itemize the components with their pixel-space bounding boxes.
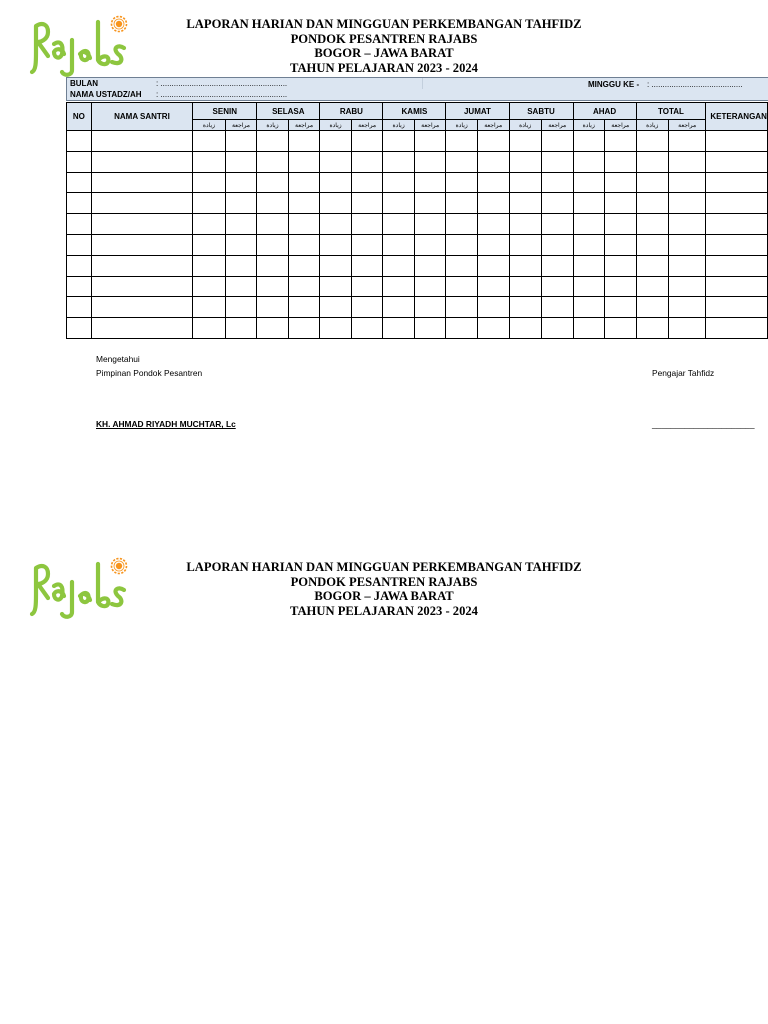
score-cell[interactable] [446, 276, 477, 297]
score-cell[interactable] [573, 255, 604, 276]
score-cell[interactable] [541, 214, 573, 235]
sub-ziyadah: زيادة [193, 120, 225, 131]
score-cell[interactable] [541, 276, 573, 297]
day-header-selasa: SELASA [257, 103, 320, 120]
score-cell[interactable] [414, 151, 446, 172]
no-cell[interactable] [67, 131, 92, 152]
score-cell[interactable] [383, 255, 414, 276]
bulan-label: BULAN [70, 79, 98, 88]
table-row [67, 193, 768, 214]
score-cell[interactable] [636, 234, 668, 255]
score-cell[interactable] [604, 255, 636, 276]
score-cell[interactable] [414, 214, 446, 235]
score-cell[interactable] [541, 172, 573, 193]
score-cell[interactable] [446, 172, 477, 193]
title-line-3: BOGOR – JAWA BARAT [314, 589, 454, 603]
day-header-kamis: KAMIS [383, 103, 446, 120]
score-cell[interactable] [541, 234, 573, 255]
score-cell[interactable] [193, 297, 225, 318]
score-cell[interactable] [288, 297, 320, 318]
score-cell[interactable] [414, 318, 446, 339]
sub-murojaah: مراجعة [414, 120, 446, 131]
score-cell[interactable] [573, 151, 604, 172]
title-line-2: PONDOK PESANTREN RAJABS [290, 31, 478, 46]
score-cell[interactable] [573, 193, 604, 214]
score-cell[interactable] [541, 318, 573, 339]
rajabs-logo-icon [26, 556, 132, 620]
sub-ziyadah: زيادة [257, 120, 288, 131]
score-cell[interactable] [288, 276, 320, 297]
score-cell[interactable] [225, 297, 257, 318]
score-cell[interactable] [668, 131, 705, 152]
title-line-4: TAHUN PELAJARAN 2023 - 2024 [290, 60, 478, 75]
score-cell[interactable] [509, 234, 541, 255]
score-cell[interactable] [446, 234, 477, 255]
day-header-total: TOTAL [636, 103, 706, 120]
nama-santri-cell[interactable] [91, 234, 193, 255]
score-cell[interactable] [668, 297, 705, 318]
score-cell[interactable] [320, 297, 351, 318]
score-cell[interactable] [288, 255, 320, 276]
score-cell[interactable] [257, 276, 288, 297]
rajabs-logo [26, 14, 132, 78]
score-cell[interactable] [193, 172, 225, 193]
nama-santri-cell[interactable] [91, 214, 193, 235]
score-cell[interactable] [446, 193, 477, 214]
tahfidz-table [66, 102, 768, 339]
score-cell[interactable] [477, 276, 509, 297]
minggu-label: MINGGU KE - [588, 80, 640, 89]
score-cell[interactable] [636, 276, 668, 297]
table-row [67, 318, 768, 339]
score-cell[interactable] [604, 297, 636, 318]
score-cell[interactable] [225, 234, 257, 255]
score-cell[interactable] [193, 318, 225, 339]
score-cell[interactable] [225, 318, 257, 339]
nama-santri-cell[interactable] [91, 318, 193, 339]
score-cell[interactable] [193, 151, 225, 172]
score-cell[interactable] [351, 276, 383, 297]
score-cell[interactable] [446, 255, 477, 276]
score-cell[interactable] [351, 193, 383, 214]
score-cell[interactable] [351, 255, 383, 276]
score-cell[interactable] [541, 297, 573, 318]
report-title [170, 560, 598, 618]
score-cell[interactable] [257, 297, 288, 318]
score-cell[interactable] [383, 214, 414, 235]
keterangan-cell[interactable] [706, 255, 768, 276]
table-row [67, 131, 768, 152]
pengajar-signature-line[interactable]: ______________________ [652, 419, 755, 429]
day-header-jumat: JUMAT [446, 103, 509, 120]
score-cell[interactable] [225, 172, 257, 193]
score-cell[interactable] [668, 214, 705, 235]
no-cell[interactable] [67, 151, 92, 172]
score-cell[interactable] [446, 151, 477, 172]
score-cell[interactable] [320, 234, 351, 255]
keterangan-cell[interactable] [706, 172, 768, 193]
score-cell[interactable] [193, 276, 225, 297]
score-cell[interactable] [604, 151, 636, 172]
rajabs-logo [26, 556, 132, 620]
ustadz-field[interactable]: : ......................................................... [156, 90, 288, 99]
score-cell[interactable] [541, 255, 573, 276]
score-cell[interactable] [288, 151, 320, 172]
score-cell[interactable] [604, 234, 636, 255]
score-cell[interactable] [446, 318, 477, 339]
score-cell[interactable] [477, 172, 509, 193]
day-header-sabtu: SABTU [509, 103, 573, 120]
flower-ornament [112, 17, 127, 32]
score-cell[interactable] [225, 193, 257, 214]
score-cell[interactable] [225, 255, 257, 276]
no-cell[interactable] [67, 214, 92, 235]
score-cell[interactable] [351, 172, 383, 193]
mengetahui-text: Mengetahui [96, 354, 140, 364]
keterangan-cell[interactable] [706, 276, 768, 297]
score-cell[interactable] [509, 318, 541, 339]
score-cell[interactable] [573, 276, 604, 297]
score-cell[interactable] [351, 131, 383, 152]
score-cell[interactable] [414, 255, 446, 276]
day-header-rabu: RABU [320, 103, 383, 120]
score-cell[interactable] [414, 193, 446, 214]
score-cell[interactable] [288, 318, 320, 339]
score-cell[interactable] [257, 234, 288, 255]
score-cell[interactable] [604, 276, 636, 297]
nama-santri-cell[interactable] [91, 297, 193, 318]
no-cell[interactable] [67, 172, 92, 193]
score-cell[interactable] [477, 193, 509, 214]
score-cell[interactable] [320, 131, 351, 152]
sub-ziyadah: زيادة [446, 120, 477, 131]
score-cell[interactable] [573, 214, 604, 235]
sub-ziyadah: زيادة [636, 120, 668, 131]
no-cell[interactable] [67, 193, 92, 214]
info-divider [422, 78, 423, 89]
score-cell[interactable] [668, 255, 705, 276]
score-cell[interactable] [446, 131, 477, 152]
score-cell[interactable] [193, 234, 225, 255]
score-cell[interactable] [509, 297, 541, 318]
bulan-field[interactable]: : ......................................................... [156, 79, 288, 88]
table-row [67, 276, 768, 297]
nama-santri-cell[interactable] [91, 255, 193, 276]
score-cell[interactable] [320, 172, 351, 193]
day-header-ahad: AHAD [573, 103, 636, 120]
keterangan-header: KETERANGAN [706, 103, 768, 131]
score-cell[interactable] [636, 297, 668, 318]
score-cell[interactable] [541, 193, 573, 214]
score-cell[interactable] [668, 318, 705, 339]
report-title [170, 17, 598, 75]
score-cell[interactable] [288, 131, 320, 152]
table-body [67, 131, 768, 339]
score-cell[interactable] [636, 131, 668, 152]
table-row [67, 172, 768, 193]
score-cell[interactable] [383, 172, 414, 193]
no-cell[interactable] [67, 318, 92, 339]
score-cell[interactable] [193, 214, 225, 235]
score-cell[interactable] [414, 234, 446, 255]
rajabs-logo-icon [26, 14, 132, 78]
score-cell[interactable] [257, 318, 288, 339]
score-cell[interactable] [668, 151, 705, 172]
score-cell[interactable] [383, 151, 414, 172]
score-cell[interactable] [225, 151, 257, 172]
score-cell[interactable] [573, 172, 604, 193]
ustadz-label: NAMA USTADZ/AH [70, 90, 142, 99]
flower-ornament [112, 559, 127, 574]
score-cell[interactable] [509, 276, 541, 297]
score-cell[interactable] [636, 318, 668, 339]
score-cell[interactable] [414, 131, 446, 152]
sub-murojaah: مراجعة [351, 120, 383, 131]
score-cell[interactable] [477, 255, 509, 276]
keterangan-cell[interactable] [706, 297, 768, 318]
no-cell[interactable] [67, 255, 92, 276]
score-cell[interactable] [383, 276, 414, 297]
no-header: NO [67, 103, 92, 131]
score-cell[interactable] [225, 131, 257, 152]
score-cell[interactable] [573, 297, 604, 318]
score-cell[interactable] [446, 297, 477, 318]
score-cell[interactable] [636, 151, 668, 172]
score-cell[interactable] [320, 255, 351, 276]
title-line-1: LAPORAN HARIAN DAN MINGGUAN PERKEMBANGAN TAHFIDZ [186, 560, 582, 574]
score-cell[interactable] [320, 276, 351, 297]
score-cell[interactable] [383, 318, 414, 339]
score-cell[interactable] [477, 297, 509, 318]
score-cell[interactable] [541, 131, 573, 152]
score-cell[interactable] [288, 193, 320, 214]
sub-murojaah: مراجعة [604, 120, 636, 131]
score-cell[interactable] [636, 193, 668, 214]
score-cell[interactable] [604, 214, 636, 235]
score-cell[interactable] [257, 193, 288, 214]
sub-ziyadah: زيادة [383, 120, 414, 131]
sub-murojaah: مراجعة [477, 120, 509, 131]
nama-santri-cell[interactable] [91, 193, 193, 214]
sub-murojaah: مراجعة [288, 120, 320, 131]
day-header-senin: SENIN [193, 103, 257, 120]
sub-ziyadah: زيادة [509, 120, 541, 131]
score-cell[interactable] [509, 131, 541, 152]
table-row [67, 255, 768, 276]
score-cell[interactable] [225, 276, 257, 297]
score-cell[interactable] [257, 172, 288, 193]
keterangan-cell[interactable] [706, 214, 768, 235]
sub-murojaah: مراجعة [225, 120, 257, 131]
table-row [67, 297, 768, 318]
score-cell[interactable] [414, 297, 446, 318]
nama-santri-cell[interactable] [91, 172, 193, 193]
score-cell[interactable] [604, 172, 636, 193]
no-cell[interactable] [67, 297, 92, 318]
score-cell[interactable] [320, 193, 351, 214]
score-cell[interactable] [257, 131, 288, 152]
keterangan-cell[interactable] [706, 318, 768, 339]
sub-murojaah: مراجعة [668, 120, 705, 131]
score-cell[interactable] [257, 255, 288, 276]
score-cell[interactable] [288, 234, 320, 255]
score-cell[interactable] [320, 151, 351, 172]
pimpinan-name: KH. AHMAD RIYADH MUCHTAR, Lc [96, 419, 236, 429]
score-cell[interactable] [573, 234, 604, 255]
score-cell[interactable] [573, 131, 604, 152]
score-cell[interactable] [668, 172, 705, 193]
score-cell[interactable] [257, 214, 288, 235]
nama-santri-cell[interactable] [91, 151, 193, 172]
score-cell[interactable] [193, 255, 225, 276]
score-cell[interactable] [509, 151, 541, 172]
sub-murojaah: مراجعة [541, 120, 573, 131]
title-line-3: BOGOR – JAWA BARAT [314, 46, 454, 60]
score-cell[interactable] [288, 214, 320, 235]
score-cell[interactable] [509, 214, 541, 235]
score-cell[interactable] [414, 172, 446, 193]
keterangan-cell[interactable] [706, 234, 768, 255]
score-cell[interactable] [383, 297, 414, 318]
score-cell[interactable] [668, 276, 705, 297]
score-cell[interactable] [477, 318, 509, 339]
keterangan-cell[interactable] [706, 193, 768, 214]
score-cell[interactable] [509, 255, 541, 276]
score-cell[interactable] [320, 318, 351, 339]
info-bar [66, 77, 768, 101]
title-line-1: LAPORAN HARIAN DAN MINGGUAN PERKEMBANGAN TAHFIDZ [186, 17, 582, 31]
score-cell[interactable] [351, 297, 383, 318]
score-cell[interactable] [668, 193, 705, 214]
title-line-4: TAHUN PELAJARAN 2023 - 2024 [290, 603, 478, 618]
score-cell[interactable] [383, 193, 414, 214]
sub-ziyadah: زيادة [573, 120, 604, 131]
pengajar-text: Pengajar Tahfidz [652, 368, 715, 378]
score-cell[interactable] [509, 193, 541, 214]
score-cell[interactable] [573, 318, 604, 339]
table-row [67, 151, 768, 172]
score-cell[interactable] [541, 151, 573, 172]
score-cell[interactable] [446, 214, 477, 235]
score-cell[interactable] [636, 214, 668, 235]
no-cell[interactable] [67, 276, 92, 297]
keterangan-cell[interactable] [706, 151, 768, 172]
score-cell[interactable] [636, 255, 668, 276]
score-cell[interactable] [351, 214, 383, 235]
minggu-field[interactable]: : ......................................... [647, 80, 743, 89]
score-cell[interactable] [193, 193, 225, 214]
score-cell[interactable] [477, 151, 509, 172]
score-cell[interactable] [604, 318, 636, 339]
score-cell[interactable] [383, 131, 414, 152]
score-cell[interactable] [193, 131, 225, 152]
score-cell[interactable] [477, 214, 509, 235]
score-cell[interactable] [604, 131, 636, 152]
nama-santri-header: NAMA SANTRI [91, 103, 193, 131]
score-cell[interactable] [320, 214, 351, 235]
score-cell[interactable] [414, 276, 446, 297]
nama-santri-cell[interactable] [91, 276, 193, 297]
score-cell[interactable] [636, 172, 668, 193]
keterangan-cell[interactable] [706, 131, 768, 152]
sub-ziyadah: زيادة [320, 120, 351, 131]
score-cell[interactable] [604, 193, 636, 214]
score-cell[interactable] [288, 172, 320, 193]
score-cell[interactable] [477, 234, 509, 255]
title-line-2: PONDOK PESANTREN RAJABS [290, 574, 478, 589]
table-row [67, 214, 768, 235]
score-cell[interactable] [257, 151, 288, 172]
score-cell[interactable] [668, 234, 705, 255]
score-cell[interactable] [351, 318, 383, 339]
score-cell[interactable] [383, 234, 414, 255]
pimpinan-text: Pimpinan Pondok Pesantren [96, 368, 203, 378]
score-cell[interactable] [351, 234, 383, 255]
nama-santri-cell[interactable] [91, 131, 193, 152]
score-cell[interactable] [225, 214, 257, 235]
score-cell[interactable] [477, 131, 509, 152]
score-cell[interactable] [351, 151, 383, 172]
no-cell[interactable] [67, 234, 92, 255]
score-cell[interactable] [509, 172, 541, 193]
table-row [67, 234, 768, 255]
